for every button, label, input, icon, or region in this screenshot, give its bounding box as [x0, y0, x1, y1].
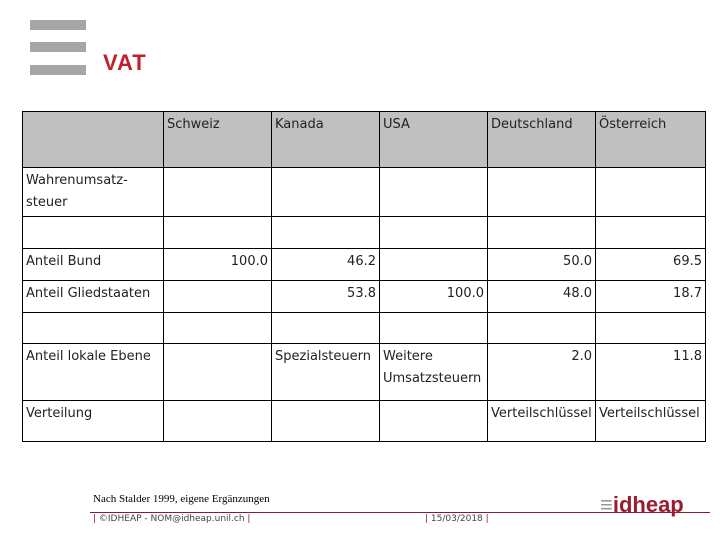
- table-cell: [596, 168, 706, 217]
- table-cell: [164, 281, 272, 313]
- table-cell: [272, 217, 380, 249]
- logo-bar: [30, 65, 86, 75]
- idheap-logo: ≡idheap: [600, 492, 684, 517]
- table-cell: [488, 168, 596, 217]
- table-cell: [380, 168, 488, 217]
- table-cell: Spezialsteuern: [272, 344, 380, 401]
- table-cell: [488, 313, 596, 344]
- row-label: Wahrenumsatz- steuer: [23, 168, 164, 217]
- table-cell: [164, 217, 272, 249]
- table-row: [23, 344, 706, 401]
- row-label: Verteilung: [23, 401, 164, 442]
- table-row: [23, 401, 706, 442]
- header-cell: Deutschland: [488, 112, 596, 168]
- header-cell: USA: [380, 112, 488, 168]
- row-label: [23, 217, 164, 249]
- footer-date: | 15/03/2018 |: [425, 514, 489, 524]
- table-cell: 2.0: [488, 344, 596, 401]
- table-cell: [596, 217, 706, 249]
- table-cell: Weitere Umsatzsteuern: [380, 344, 488, 401]
- table-cell: Verteilschlüssel: [596, 401, 706, 442]
- slide-title: VAT: [103, 50, 147, 75]
- header-cell: Schweiz: [164, 112, 272, 168]
- logo-bar: [30, 20, 86, 30]
- table-cell: [164, 168, 272, 217]
- table-cell: [272, 168, 380, 217]
- table-cell: 11.8: [596, 344, 706, 401]
- vat-table: [22, 111, 706, 442]
- table-cell: [272, 401, 380, 442]
- table-cell: 48.0: [488, 281, 596, 313]
- header-cell: Österreich: [596, 112, 706, 168]
- table-cell: 100.0: [380, 281, 488, 313]
- table-cell: [596, 313, 706, 344]
- table-cell: [164, 401, 272, 442]
- table-cell: [380, 313, 488, 344]
- table-cell: [164, 344, 272, 401]
- logo-bar: [30, 42, 86, 52]
- table-cell: [488, 217, 596, 249]
- header-cell: Kanada: [272, 112, 380, 168]
- table-cell: 100.0: [164, 249, 272, 281]
- table-cell: 18.7: [596, 281, 706, 313]
- row-label: Anteil Bund: [23, 249, 164, 281]
- row-label: Anteil Gliedstaaten: [23, 281, 164, 313]
- table-cell: [380, 401, 488, 442]
- table-cell: 46.2: [272, 249, 380, 281]
- table-row: [23, 168, 706, 217]
- table-row: [23, 281, 706, 313]
- footer-copyright: | ©IDHEAP - NOM@idheap.unil.ch |: [93, 514, 251, 524]
- header-cell: [23, 112, 164, 168]
- table-cell: Verteilschlüssel: [488, 401, 596, 442]
- row-label: [23, 313, 164, 344]
- table-cell: [272, 313, 380, 344]
- table-row: [23, 249, 706, 281]
- logo-text: idheap: [612, 492, 684, 517]
- table-row: [23, 313, 706, 344]
- table-cell: 53.8: [272, 281, 380, 313]
- row-label: Anteil lokale Ebene: [23, 344, 164, 401]
- table-cell: [380, 217, 488, 249]
- table-header-row: [23, 112, 706, 168]
- copyright-text: ©IDHEAP - NOM@idheap.unil.ch: [98, 514, 245, 524]
- table-cell: [380, 249, 488, 281]
- table-row: [23, 217, 706, 249]
- table-cell: [164, 313, 272, 344]
- table-cell: 50.0: [488, 249, 596, 281]
- date-text: 15/03/2018: [430, 514, 483, 524]
- source-note: Nach Stalder 1999, eigene Ergänzungen: [93, 493, 270, 505]
- table-cell: 69.5: [596, 249, 706, 281]
